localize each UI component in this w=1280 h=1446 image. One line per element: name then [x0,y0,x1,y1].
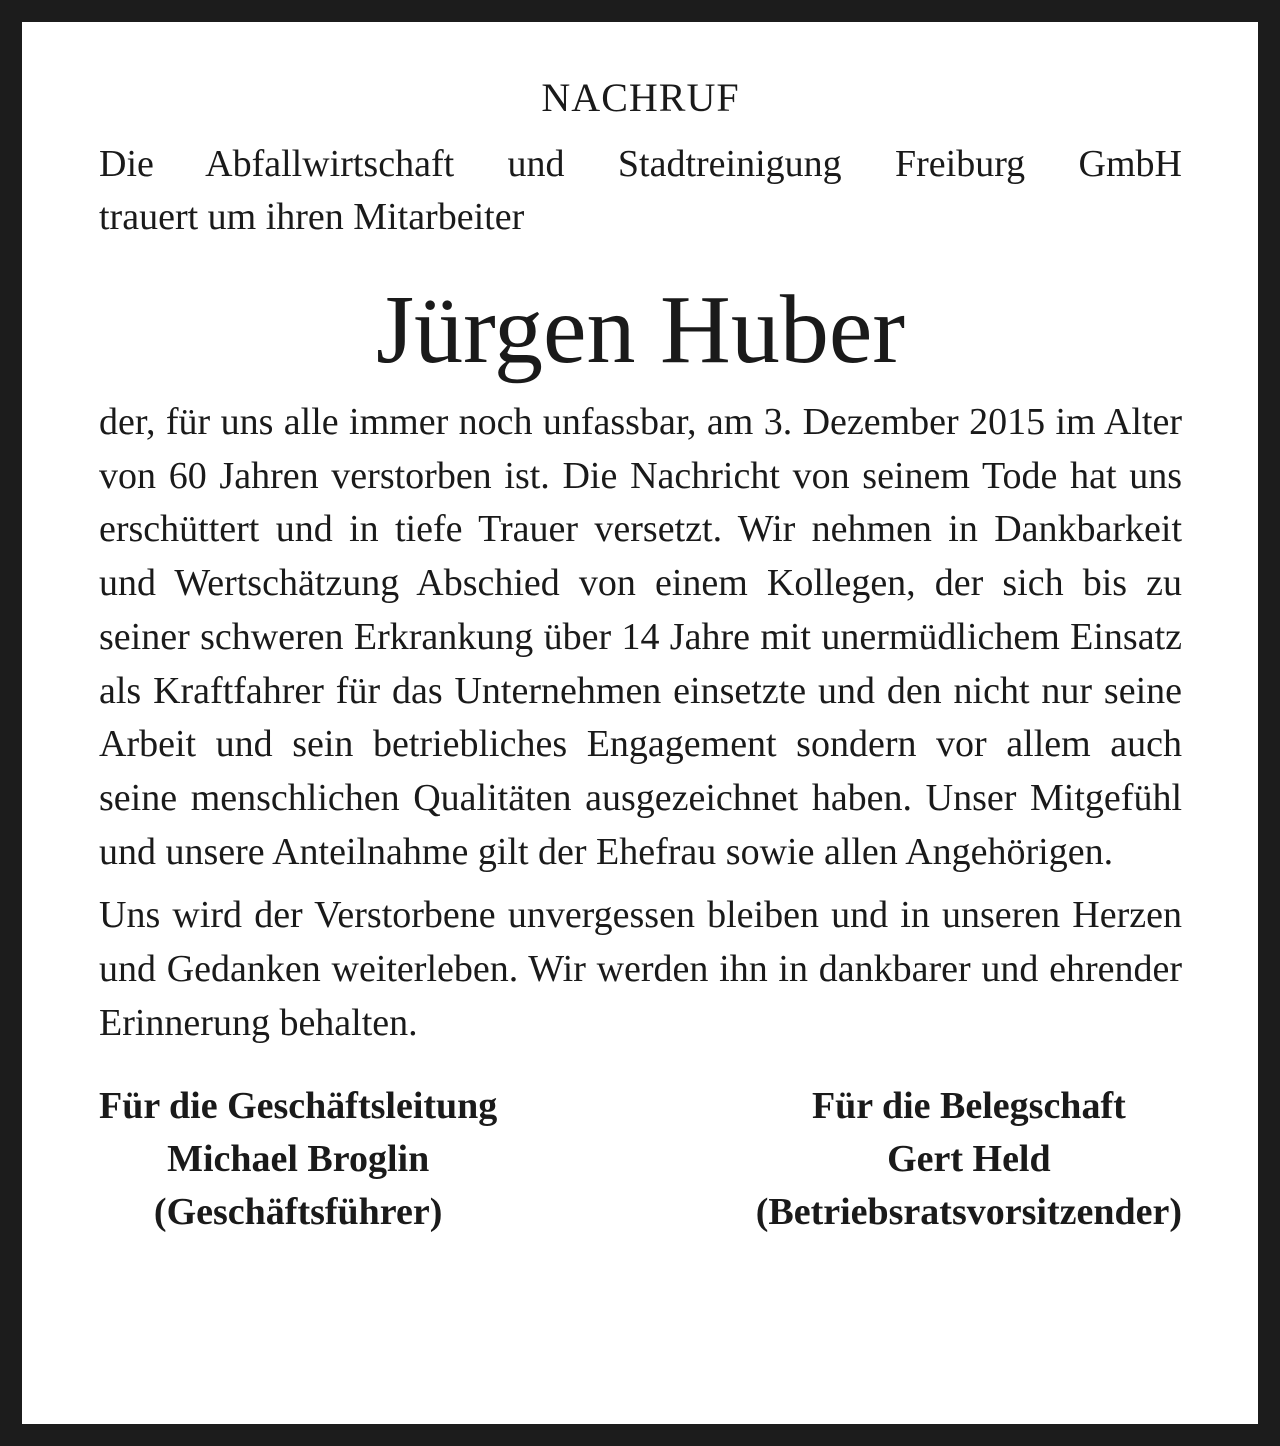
signature-staff [756,1080,1182,1239]
closing-paragraph: Uns wird der Verstorbene unvergessen bleiben und in unseren Herzen und Gedanken weiterleben. Wir werden ihn in dankbarer und ehrender Erinnerung behalten. [99,894,1182,1044]
notice-heading: NACHRUF [541,75,740,120]
signature-name: Gert Held [887,1138,1051,1181]
intro-text [99,138,1182,244]
obituary-notice [22,22,1258,1424]
intro-line-mourns: trauert um ihren Mitarbeiter [99,196,525,238]
body-paragraph: der, für uns alle immer noch unfassbar, am 3. Dezember 2015 im Alter von 60 Jahren verstorben ist. Die Nachricht von seinem Tode hat uns erschüttert und in tiefe Trauer versetzt. Wir nehmen in Dankbarkeit und Wertschätzung Abschied von einem Kollegen, der sich bis zu seiner schweren Erkrankung über 14 Jahre mit unermüdlichem Einsatz als Kraftfahrer für das Unternehmen einsetzte und den nicht nur seine Arbeit und sein betriebliches Engagement sondern vor allem auch seine menschlichen Qualitäten ausgezeichnet haben. Unser Mitgefühl und unsere Anteilnahme gilt der Ehefrau sowie allen Angehörigen. [99,401,1182,873]
signature-group: Für die Geschäftsleitung [99,1085,498,1128]
signature-block [99,1080,1182,1239]
signature-role: (Betriebsratsvorsitzender) [755,1191,1182,1234]
signature-management [99,1080,497,1239]
signature-role: (Geschäftsführer) [153,1191,443,1234]
deceased-name: Jürgen Huber [376,276,905,384]
signature-group: Für die Belegschaft [811,1085,1126,1128]
intro-line-company: Die Abfallwirtschaft und Stadtreinigung Freiburg GmbH [99,143,1182,185]
signature-name: Michael Broglin [167,1138,430,1181]
